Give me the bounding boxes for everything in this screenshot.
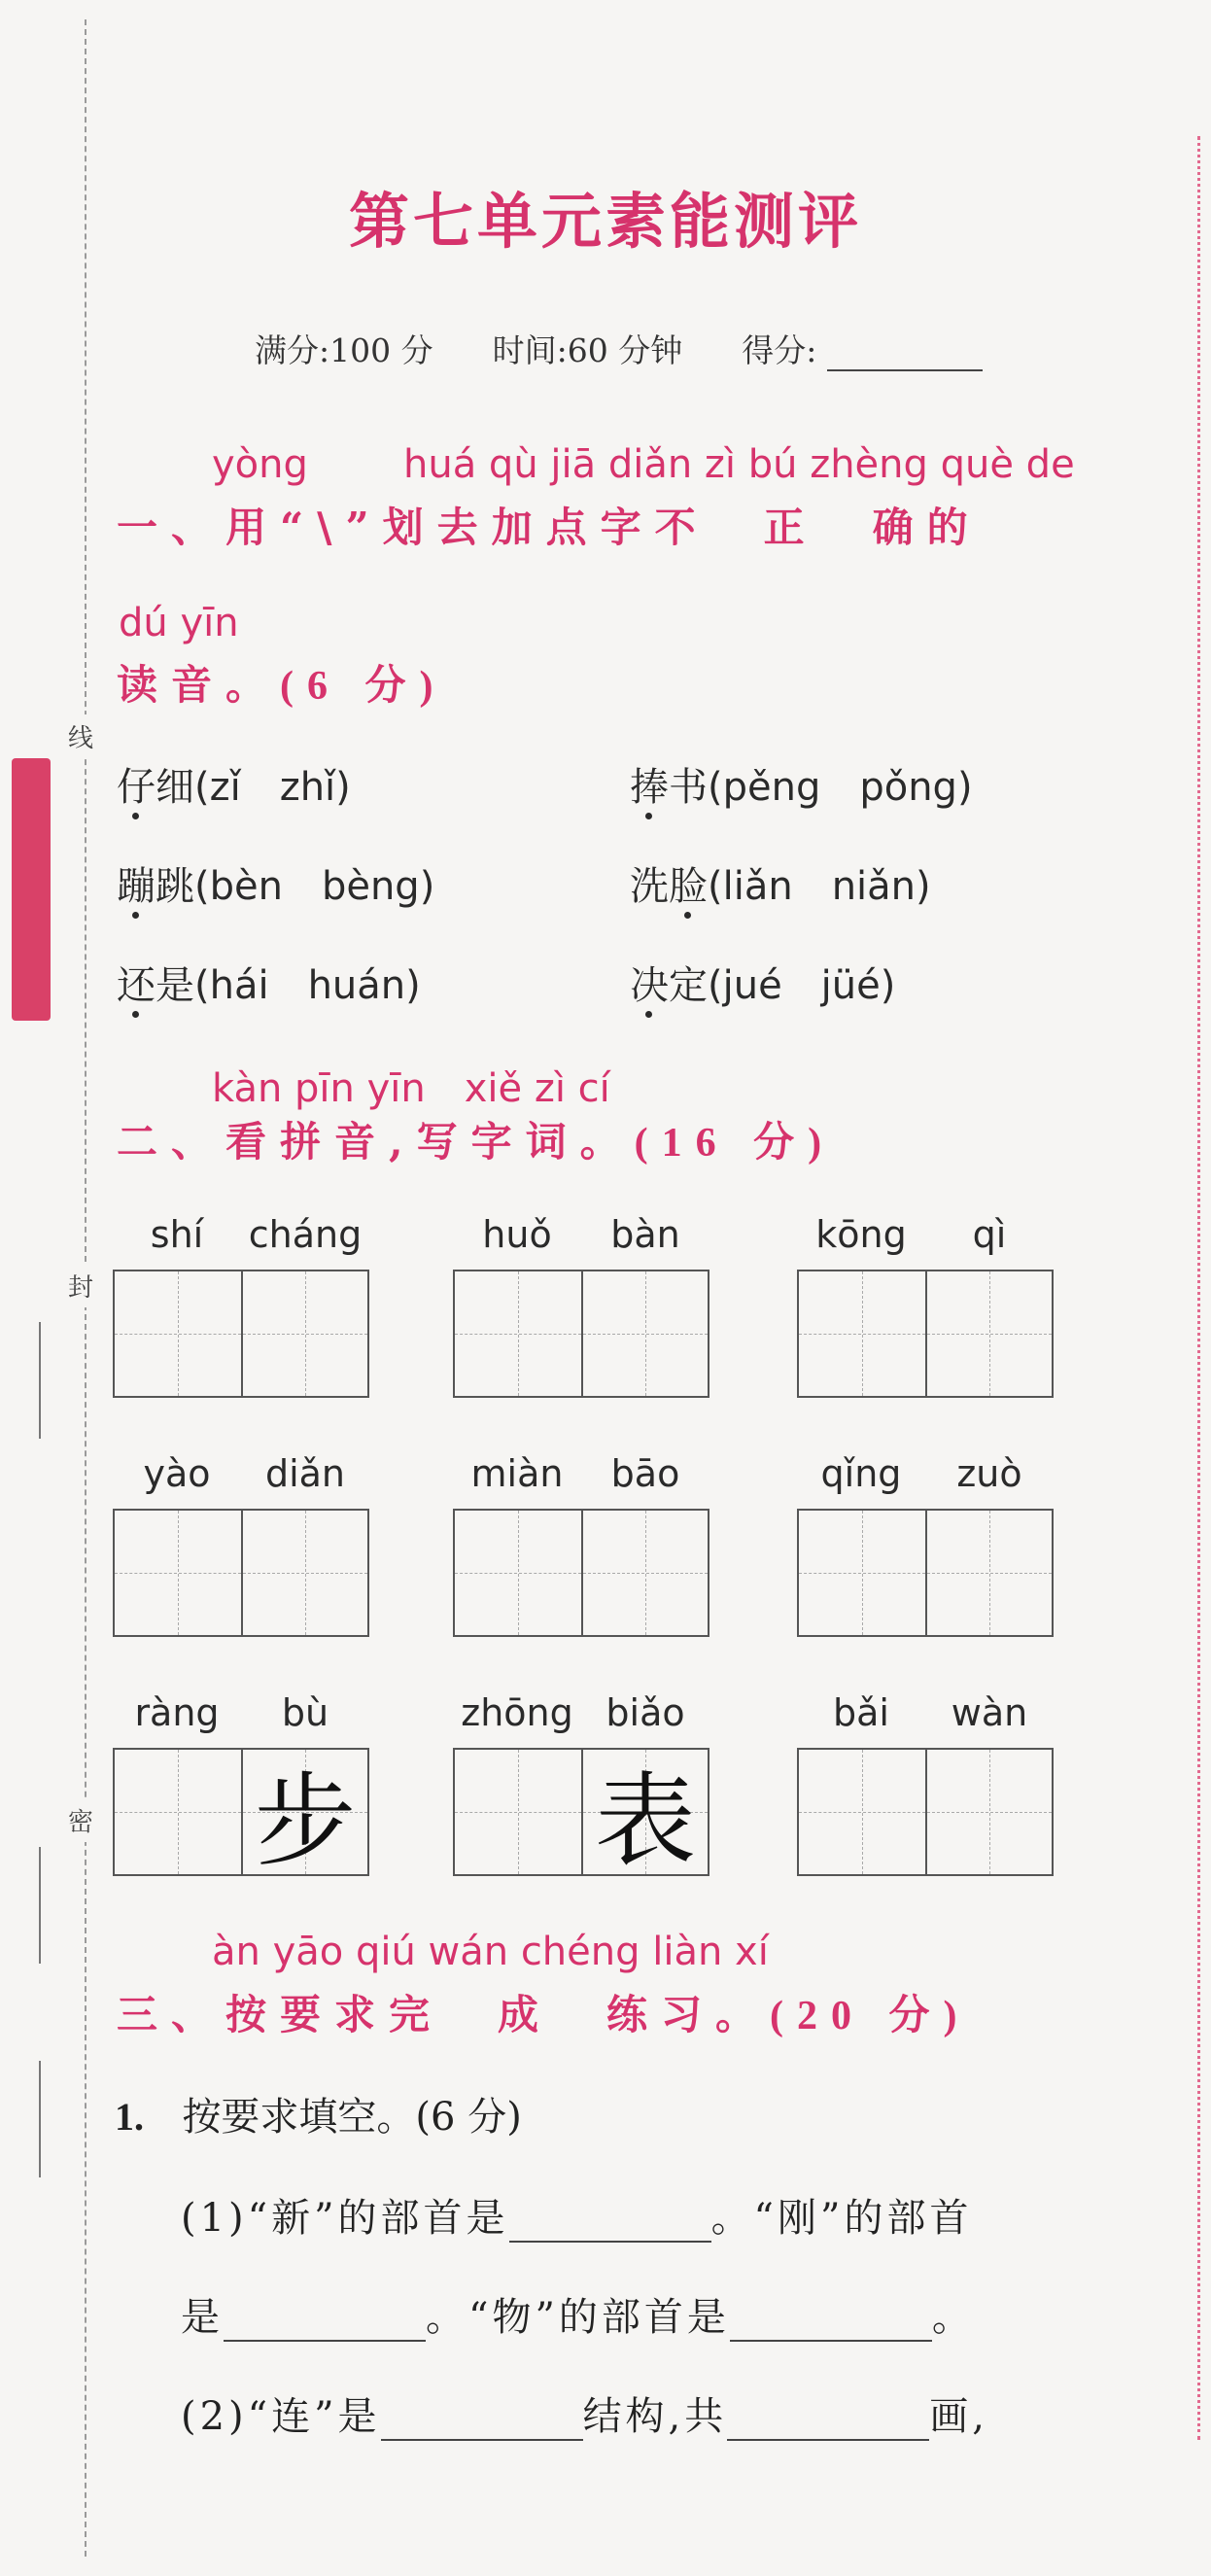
writing-grid[interactable] (797, 1748, 1054, 1876)
emphasis-dot (645, 813, 652, 819)
question-1-part-1: (1)“新”的部首是 。“刚”的部首 (181, 2196, 973, 2241)
question-number: 1. (115, 2095, 144, 2139)
score-line (255, 326, 983, 371)
section2-title: 二、看拼音,写字词。(16 分) (117, 1118, 836, 1166)
grid-pinyin: ràng (134, 1691, 220, 1734)
section1-pinyin-3: dú yīn (119, 601, 239, 645)
grid-pinyin: kōng (815, 1213, 907, 1256)
grid-pinyin: diǎn (264, 1452, 346, 1495)
writing-grid[interactable] (453, 1270, 709, 1398)
question-1-part-1-cont: 是 。“物”的部首是 。 (181, 2295, 975, 2340)
section1-title: 一、用“\”划去加点字不 正 确的 (117, 504, 982, 551)
grid-pinyin: bàn (610, 1213, 680, 1256)
time-limit: 时间:60 分钟 (492, 331, 683, 369)
right-dotted-border (1197, 136, 1200, 2440)
pronunciation-item[interactable]: 还是(hái huán) (117, 955, 421, 1010)
grid-pinyin: cháng (248, 1213, 363, 1256)
margin-label-line: 线 (68, 714, 93, 758)
question-1-part-2: (2)“连”是 结构,共 画, (181, 2394, 988, 2439)
school-blank-line (39, 2061, 41, 2177)
writing-grid[interactable] (113, 1509, 369, 1637)
given-character: 表 (594, 1761, 696, 1880)
score-blank[interactable] (827, 340, 983, 371)
section1-title-cont: 读音。(6 分) (117, 661, 447, 709)
answer-blank[interactable] (224, 2305, 426, 2342)
grid-pinyin: zuò (956, 1452, 1022, 1495)
score-label: 得分: (742, 331, 817, 369)
grid-pinyin: wàn (951, 1691, 1028, 1734)
given-character: 步 (254, 1761, 356, 1880)
page-title: 第七单元素能测评 (348, 186, 862, 257)
answer-blank[interactable] (509, 2206, 711, 2243)
section3-score: (20 分) (770, 1994, 971, 2038)
writing-grid[interactable] (797, 1509, 1054, 1637)
section2-score: (16 分) (634, 1121, 836, 1166)
emphasis-dot (132, 912, 139, 919)
pronunciation-item[interactable]: 捧书(pěng pǒng) (630, 756, 973, 812)
writing-grid[interactable] (453, 1748, 709, 1880)
brand-logo-strip (12, 758, 51, 1021)
grid-pinyin: bāo (610, 1452, 680, 1495)
writing-grid[interactable] (797, 1270, 1054, 1398)
grid-pinyin: huǒ (482, 1213, 552, 1256)
writing-grid[interactable] (113, 1270, 369, 1398)
emphasis-dot (645, 1011, 652, 1018)
grid-pinyin: qǐng (820, 1452, 902, 1495)
grid-pinyin: miàn (470, 1452, 564, 1495)
writing-grid[interactable] (113, 1748, 369, 1880)
emphasis-dot (684, 912, 691, 919)
answer-blank[interactable] (730, 2305, 932, 2342)
section3-title: 三、按要求完 成 练习。(20 分) (117, 1991, 971, 2038)
question-text: 按要求填空。(6 分) (182, 2095, 522, 2140)
grid-pinyin: yào (143, 1452, 211, 1495)
margin-label-secret: 密 (68, 1798, 93, 1842)
question-1 (115, 2086, 522, 2141)
grid-pinyin: zhōng (461, 1691, 573, 1734)
grid-pinyin: bù (281, 1691, 329, 1734)
pronunciation-item[interactable]: 蹦跳(bèn bèng) (117, 855, 434, 911)
section3-pinyin: àn yāo qiú wán chéng liàn xí (212, 1930, 769, 1974)
class-blank-line (39, 1847, 41, 1964)
grid-pinyin: shí (150, 1213, 204, 1256)
margin-label-seal: 封 (68, 1264, 93, 1307)
answer-blank[interactable] (727, 2404, 929, 2441)
full-score: 满分:100 分 (255, 331, 433, 369)
pronunciation-item[interactable]: 决定(jué jüé) (630, 955, 895, 1010)
pronunciation-item[interactable]: 洗脸(liǎn niǎn) (630, 855, 931, 911)
section1-score: (6 分) (280, 664, 447, 709)
emphasis-dot (132, 813, 139, 819)
grid-pinyin: qì (972, 1213, 1007, 1256)
writing-grid[interactable] (453, 1509, 709, 1637)
name-blank-line (39, 1322, 41, 1439)
answer-blank[interactable] (381, 2404, 583, 2441)
emphasis-dot (132, 1011, 139, 1018)
grid-pinyin: bǎi (833, 1691, 889, 1734)
section2-pinyin: kàn pīn yīn xiě zì cí (212, 1066, 610, 1111)
section1-pinyin-2: huá qù jiā diǎn zì bú zhèng què de (403, 442, 1075, 487)
grid-pinyin: biǎo (606, 1691, 685, 1734)
pronunciation-item[interactable]: 仔细(zǐ zhǐ) (117, 756, 351, 812)
section1-pinyin-1: yòng (212, 442, 308, 487)
